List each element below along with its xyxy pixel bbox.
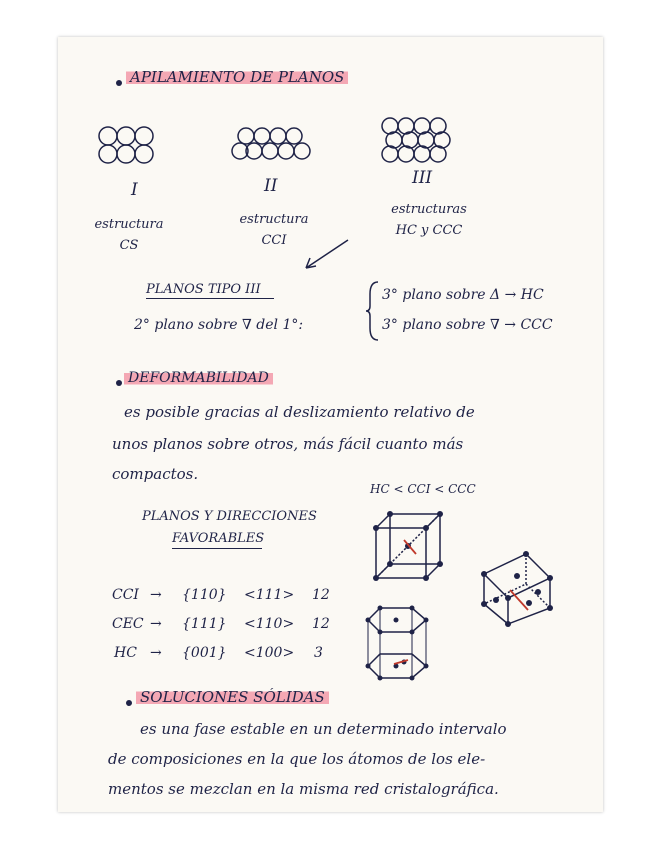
subtitle-favorables: FAVORABLES <box>172 531 265 546</box>
option-ccc: 3° plano sobre ∇ → CCC <box>382 317 553 333</box>
bullet-soluciones <box>126 700 132 706</box>
row-arrow-2: → <box>150 645 162 661</box>
row-dir-1: <110> <box>244 616 295 632</box>
favorables-underline <box>172 548 262 549</box>
hcp-cell-icon <box>364 602 434 682</box>
hex-packing-icon <box>232 124 312 174</box>
subtitle-planos-direcciones: PLANOS Y DIRECCIONES <box>142 509 317 524</box>
row-struct-0: CCI <box>112 587 139 603</box>
deform-line-3: compactos. <box>112 465 199 483</box>
order-text: HC < CCI < CCC <box>370 482 476 496</box>
deform-line-1: es posible gracias al deslizamiento relativo de <box>124 403 475 421</box>
soluciones-line-3: mentos se mezclan en la misma red cristalográfica. <box>108 780 499 798</box>
section-title-apilamiento: APILAMIENTO DE PLANOS <box>126 70 348 85</box>
section-title-deformabilidad: DEFORMABILIDAD <box>124 371 273 385</box>
numeral-II: II <box>264 176 278 196</box>
numeral-I: I <box>131 180 138 200</box>
bcc-cell-icon <box>368 510 448 590</box>
row-struct-1: CEC <box>112 616 144 632</box>
row-arrow-0: → <box>150 587 162 603</box>
soluciones-line-1: es una fase estable en un determinado intervalo <box>140 720 507 738</box>
row-n-1: 12 <box>312 616 330 632</box>
square-packing-icon <box>98 124 158 174</box>
segundo-plano-text: 2° plano sobre ∇ del 1°: <box>134 317 304 333</box>
label-cs: estructura CS <box>94 217 164 253</box>
row-dir-0: <111> <box>244 587 295 603</box>
planos-tipo-underline <box>146 298 274 299</box>
deform-line-2: unos planos sobre otros, más fácil cuanto más <box>112 435 464 453</box>
planos-tipo-label: PLANOS TIPO III <box>146 282 261 297</box>
row-n-2: 3 <box>314 645 323 661</box>
option-hc: 3° plano sobre Δ → HC <box>382 287 544 303</box>
row-dir-2: <100> <box>244 645 295 661</box>
label-hc-ccc: estructuras HC y CCC <box>391 202 467 238</box>
double-hex-packing-icon <box>380 116 460 166</box>
row-plane-2: {001} <box>182 645 227 661</box>
row-arrow-1: → <box>150 616 162 632</box>
arrow-icon <box>300 236 360 276</box>
row-n-0: 12 <box>312 587 330 603</box>
row-struct-2: HC <box>114 645 137 661</box>
row-plane-1: {111} <box>182 616 227 632</box>
label-cci: estructura CCI <box>239 212 309 248</box>
soluciones-line-2: de composiciones en la que los átomos de los ele- <box>108 750 486 768</box>
bullet-deformabilidad <box>116 380 122 386</box>
numeral-III: III <box>412 168 433 188</box>
section-title-soluciones: SOLUCIONES SÓLIDAS <box>136 690 329 705</box>
bullet-apilamiento <box>116 80 122 86</box>
brace-icon <box>366 280 380 342</box>
row-plane-0: {110} <box>182 587 227 603</box>
fcc-cell-icon <box>476 548 556 628</box>
